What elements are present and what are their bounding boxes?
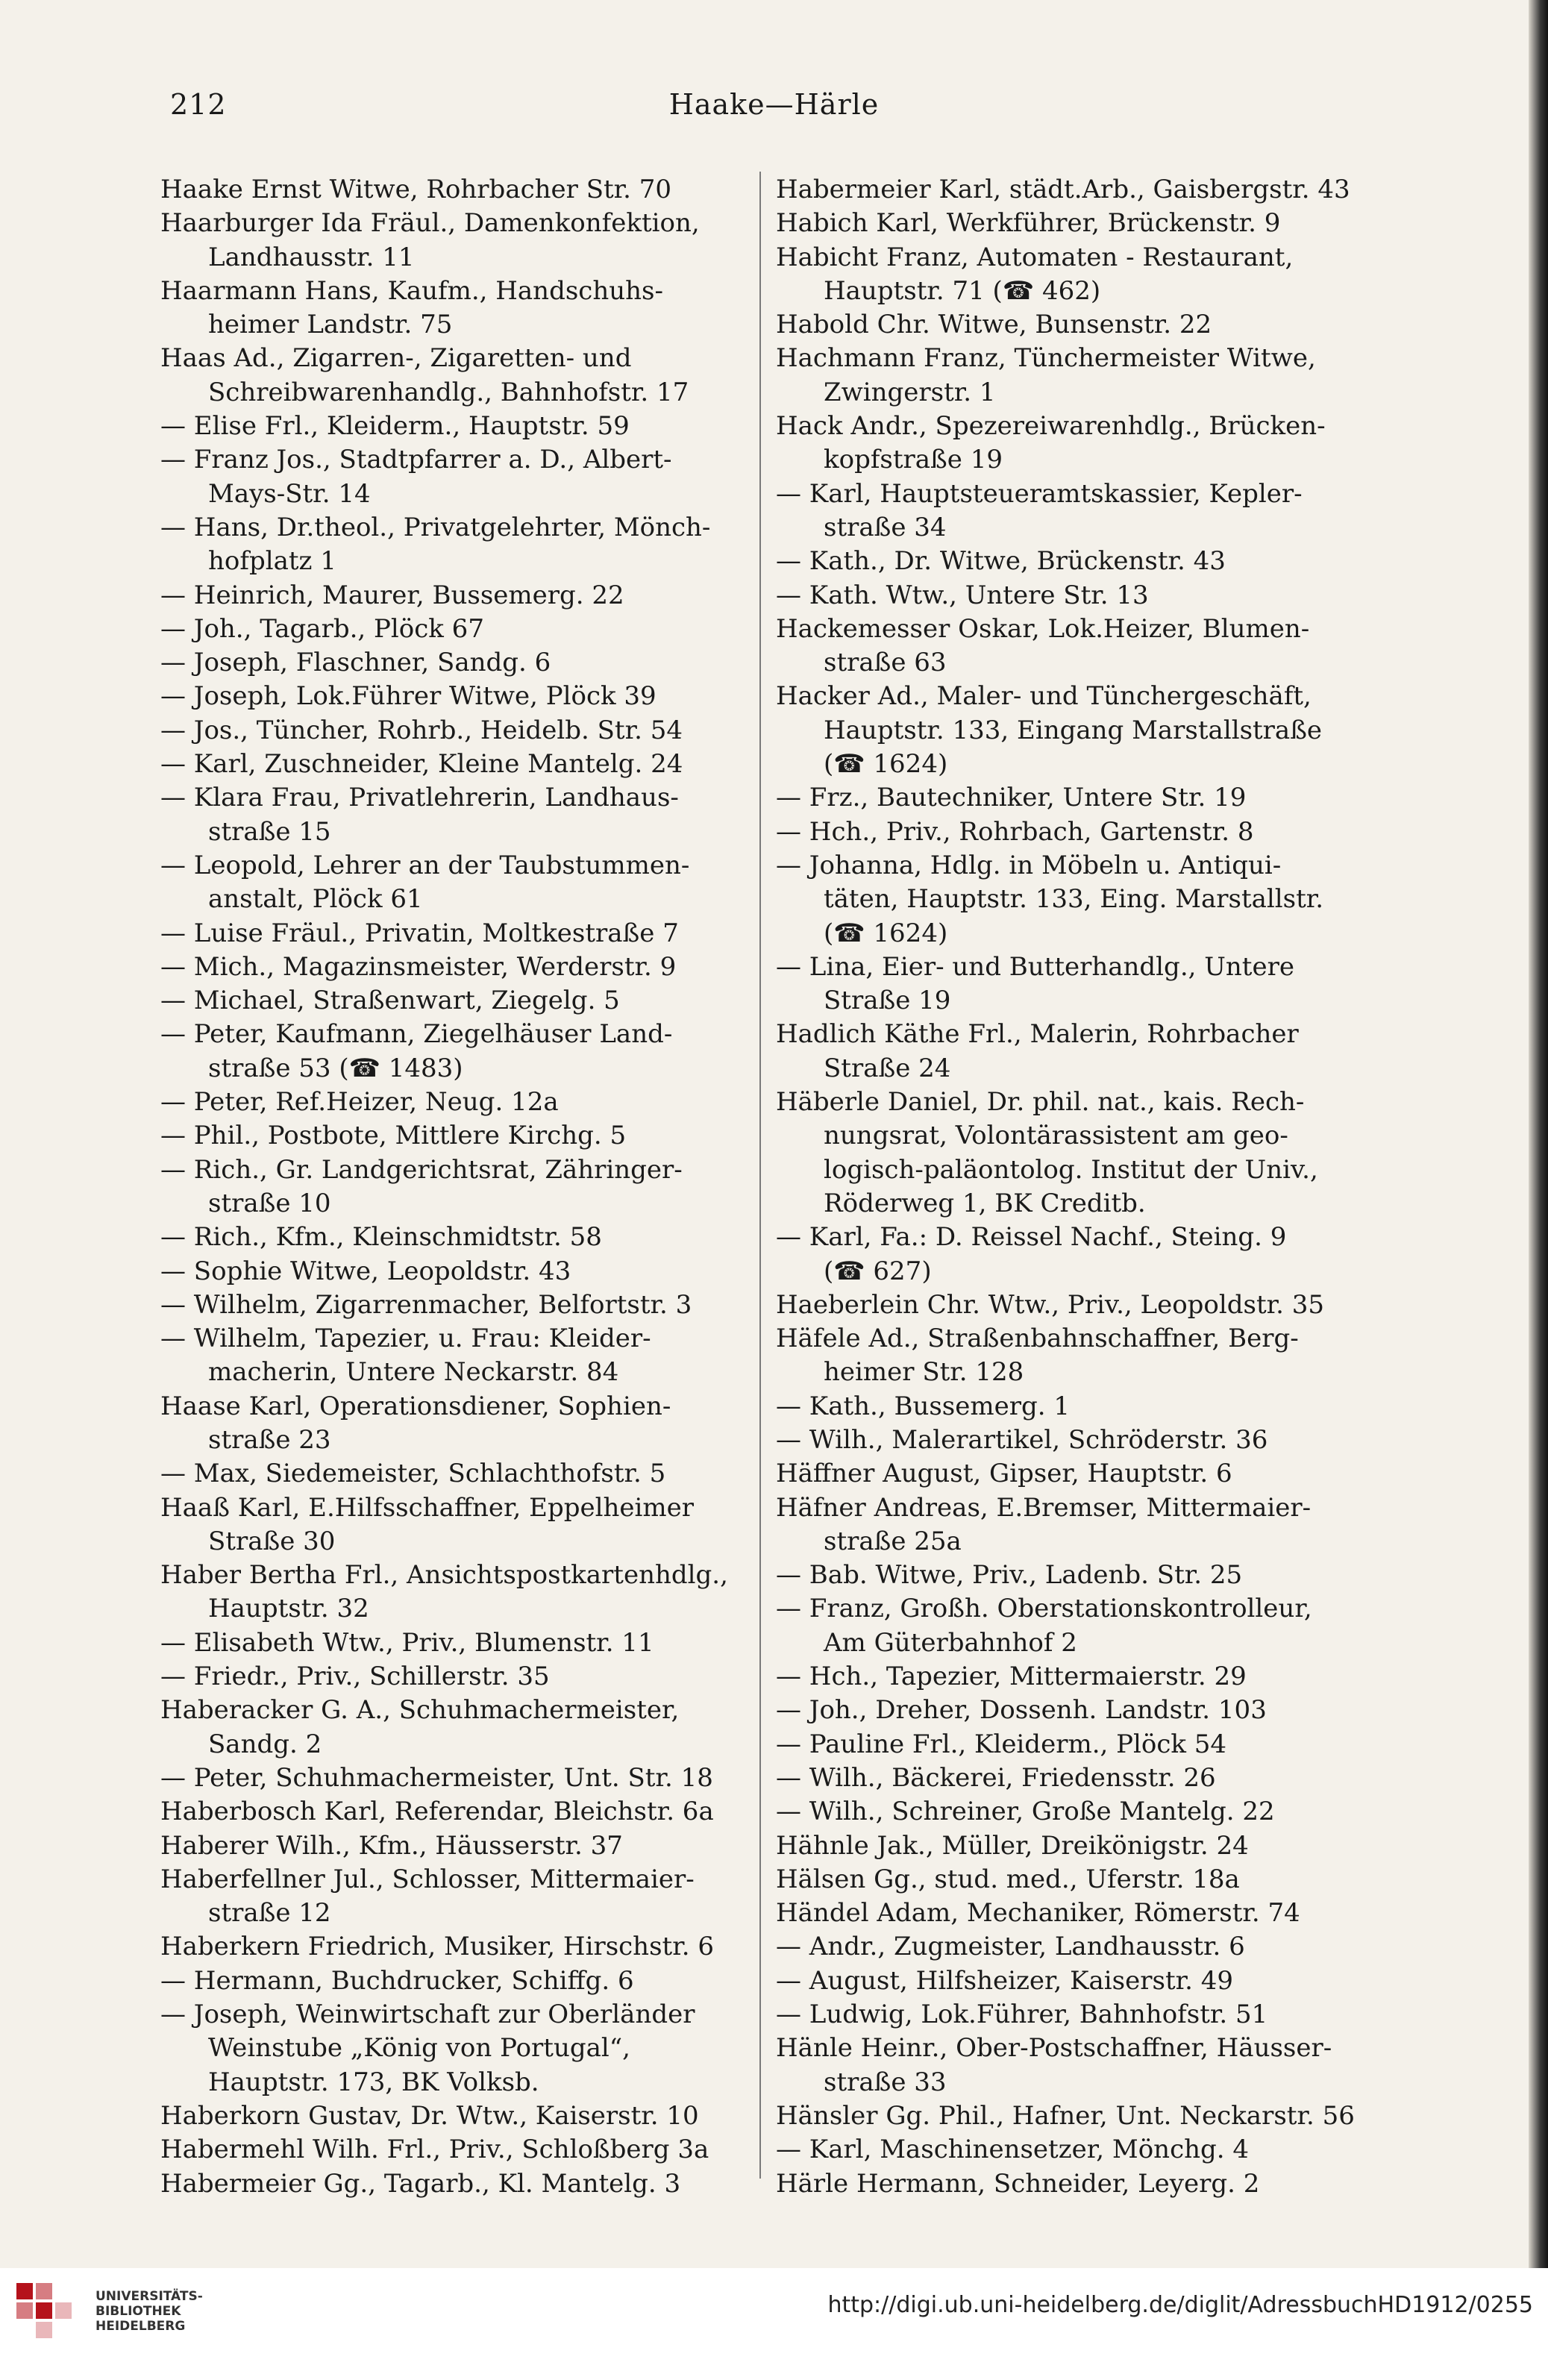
directory-entry: — Wilhelm, Tapezier, u. Frau: Kleider-	[160, 1324, 651, 1354]
directory-entry: Häfele Ad., Straßenbahnschaffner, Berg-	[776, 1324, 1299, 1354]
directory-entry: Häberle Daniel, Dr. phil. nat., kais. Rech-	[776, 1087, 1305, 1118]
column-divider	[759, 172, 761, 2179]
directory-entry-continuation: macherin, Untere Neckarstr. 84	[208, 1357, 619, 1388]
directory-entry: Haberkern Friedrich, Musiker, Hirschstr. 6	[160, 1932, 714, 1962]
directory-entry: — Pauline Frl., Kleiderm., Plöck 54	[776, 1729, 1227, 1759]
directory-entry: Häfner Andreas, E.Bremser, Mittermaier-	[776, 1492, 1312, 1523]
directory-entry-continuation: (☎ 1624)	[824, 918, 948, 948]
directory-entry-continuation: anstalt, Plöck 61	[208, 884, 423, 915]
directory-entry: Haberbosch Karl, Referendar, Bleichstr. 6a	[160, 1797, 714, 1827]
directory-entry: — Karl, Hauptsteueramtskassier, Kepler-	[776, 478, 1303, 509]
directory-entry: — Friedr., Priv., Schillerstr. 35	[160, 1662, 550, 1692]
library-name-line: HEIDELBERG	[95, 2319, 186, 2334]
directory-entry: — Leopold, Lehrer an der Taubstummen-	[160, 850, 690, 880]
directory-entry: Hänle Heinr., Ober-Postschaffner, Häusser-	[776, 2033, 1332, 2064]
directory-entry-continuation: Straße 19	[824, 986, 951, 1016]
right-column	[776, 173, 1358, 2201]
directory-entry: — Andr., Zugmeister, Landhausstr. 6	[776, 1932, 1245, 1962]
directory-entry: Hacker Ad., Maler- und Tünchergeschäft,	[776, 681, 1312, 712]
directory-entry-continuation: straße 33	[824, 2067, 947, 2097]
directory-entry-continuation: (☎ 1624)	[824, 749, 948, 780]
directory-entry-continuation: Röderweg 1, BK Creditb.	[824, 1188, 1146, 1218]
directory-entry: Habich Karl, Werkführer, Brückenstr. 9	[776, 208, 1281, 239]
directory-entry-continuation: straße 63	[824, 648, 947, 678]
directory-entry: — Karl, Zuschneider, Kleine Mantelg. 24	[160, 749, 683, 780]
directory-entry: — Rich., Kfm., Kleinschmidtstr. 58	[160, 1222, 602, 1253]
directory-entry: — Elisabeth Wtw., Priv., Blumenstr. 11	[160, 1627, 654, 1658]
library-name	[95, 2289, 203, 2334]
directory-entry: Habermeier Karl, städt.Arb., Gaisbergstr. 43	[776, 175, 1350, 204]
directory-entry-continuation: (☎ 627)	[824, 1256, 932, 1286]
directory-entry: — Michael, Straßenwart, Ziegelg. 5	[160, 986, 620, 1016]
directory-entry: — Peter, Ref.Heizer, Neug. 12a	[160, 1087, 559, 1118]
directory-entry: Haberkorn Gustav, Dr. Wtw., Kaiserstr. 10	[160, 2100, 699, 2131]
directory-entry: Hachmann Franz, Tünchermeister Witwe,	[776, 343, 1316, 374]
directory-entry: — Joseph, Flaschner, Sandg. 6	[160, 648, 551, 678]
running-head: Haake—Härle	[668, 88, 880, 121]
directory-entry: Haake Ernst Witwe, Rohrbacher Str. 70	[160, 175, 672, 204]
directory-entry: — Wilh., Bäckerei, Friedensstr. 26	[776, 1762, 1216, 1793]
directory-entry: — Wilhelm, Zigarrenmacher, Belfortstr. 3	[160, 1289, 692, 1320]
directory-entry: — Jos., Tüncher, Rohrb., Heidelb. Str. 54	[160, 715, 683, 745]
directory-entry-continuation: straße 10	[208, 1188, 331, 1218]
directory-entry-continuation: Straße 24	[824, 1053, 951, 1083]
directory-entry-continuation: nungsrat, Volontärassistent am geo-	[824, 1121, 1288, 1151]
directory-entry: Härle Hermann, Schneider, Leyerg. 2	[776, 2168, 1260, 2199]
directory-entry: Haberfellner Jul., Schlosser, Mittermaier-	[160, 1864, 695, 1894]
left-column	[160, 173, 742, 2201]
directory-entry: — Frz., Bautechniker, Untere Str. 19	[776, 783, 1247, 813]
directory-entry: Hänsler Gg. Phil., Hafner, Unt. Neckarstr. 56	[776, 2100, 1355, 2131]
page-edge-shadow	[1529, 0, 1548, 2268]
directory-entry: Haber Bertha Frl., Ansichtspostkartenhdlg.,	[160, 1560, 728, 1591]
footer-bar	[0, 2268, 1548, 2380]
directory-entry: — Max, Siedemeister, Schlachthofstr. 5	[160, 1459, 666, 1489]
directory-entry: Haaß Karl, E.Hilfsschaffner, Eppelheimer	[160, 1492, 694, 1523]
directory-entry: — Bab. Witwe, Priv., Ladenb. Str. 25	[776, 1560, 1243, 1591]
source-url-link[interactable]: http://digi.ub.uni-heidelberg.de/diglit/AdressbuchHD1912/0255	[827, 2292, 1533, 2318]
directory-entry: Haarmann Hans, Kaufm., Handschuhs-	[160, 275, 663, 306]
directory-entry: Haberer Wilh., Kfm., Häusserstr. 37	[160, 1830, 623, 1861]
directory-entry: Hadlich Käthe Frl., Malerin, Rohrbacher	[776, 1019, 1299, 1050]
directory-entry: — Franz, Großh. Oberstationskontrolleur,	[776, 1594, 1312, 1624]
directory-entry: — Johanna, Hdlg. in Möbeln u. Antiqui-	[776, 850, 1282, 880]
directory-entry: — Klara Frau, Privatlehrerin, Landhaus-	[160, 783, 679, 813]
directory-entry-continuation: kopfstraße 19	[824, 445, 1003, 475]
directory-entry: Haase Karl, Operationsdiener, Sophien-	[160, 1391, 671, 1421]
directory-entry: — Wilh., Schreiner, Große Mantelg. 22	[776, 1797, 1275, 1827]
directory-entry: Hähnle Jak., Müller, Dreikönigstr. 24	[776, 1830, 1249, 1861]
library-name-line: BIBLIOTHEK	[95, 2304, 181, 2319]
directory-entry: — Karl, Fa.: D. Reissel Nachf., Steing. 9	[776, 1222, 1287, 1253]
directory-entry: — Sophie Witwe, Leopoldstr. 43	[160, 1256, 571, 1286]
directory-entry: Händel Adam, Mechaniker, Römerstr. 74	[776, 1898, 1300, 1929]
directory-entry-continuation: straße 53 (☎ 1483)	[208, 1053, 463, 1083]
directory-entry-continuation: straße 23	[208, 1424, 331, 1455]
directory-entry: — Hermann, Buchdrucker, Schiffg. 6	[160, 1965, 634, 1996]
directory-entry-continuation: logisch-paläontolog. Institut der Univ.,	[824, 1154, 1318, 1185]
directory-entry: — Karl, Maschinensetzer, Mönchg. 4	[776, 2135, 1250, 2165]
directory-entry-continuation: Hauptstr. 32	[208, 1594, 369, 1624]
directory-entry-continuation: Am Güterbahnhof 2	[824, 1627, 1077, 1658]
directory-entry: — Peter, Kaufmann, Ziegelhäuser Land-	[160, 1019, 673, 1050]
directory-entry: — Rich., Gr. Landgerichtsrat, Zähringer-	[160, 1154, 683, 1185]
directory-entry: — Lina, Eier- und Butterhandlg., Untere	[776, 951, 1294, 982]
directory-entry: — Kath., Dr. Witwe, Brückenstr. 43	[776, 546, 1226, 577]
library-logo-icon	[10, 2276, 93, 2350]
directory-entry-continuation: Schreibwarenhandlg., Bahnhofstr. 17	[208, 377, 689, 407]
directory-entry: Hack Andr., Spezereiwarenhdlg., Brücken-	[776, 411, 1326, 442]
directory-entry: — Elise Frl., Kleiderm., Hauptstr. 59	[160, 411, 630, 442]
directory-entry-continuation: heimer Str. 128	[824, 1357, 1024, 1388]
directory-entry-continuation: Sandg. 2	[208, 1729, 322, 1759]
directory-entry: Haberacker G. A., Schuhmachermeister,	[160, 1695, 680, 1726]
directory-entry-continuation: heimer Landstr. 75	[208, 310, 453, 340]
directory-entry: Habermehl Wilh. Frl., Priv., Schloßberg 3a	[160, 2135, 709, 2165]
directory-entry-continuation: hofplatz 1	[208, 546, 336, 577]
directory-entry-continuation: straße 34	[824, 512, 947, 542]
directory-entry: Habermeier Gg., Tagarb., Kl. Mantelg. 3	[160, 2168, 681, 2199]
directory-entry-continuation: täten, Hauptstr. 133, Eing. Marstallstr.	[824, 884, 1324, 915]
directory-entry: — Franz Jos., Stadtpfarrer a. D., Albert-	[160, 445, 672, 475]
directory-entry: Häffner August, Gipser, Hauptstr. 6	[776, 1459, 1232, 1489]
directory-entry: — Joh., Dreher, Dossenh. Landstr. 103	[776, 1695, 1267, 1726]
directory-entry-continuation: straße 15	[208, 816, 331, 847]
directory-entry-continuation: Mays-Str. 14	[208, 478, 371, 509]
directory-entry-continuation: Zwingerstr. 1	[824, 377, 996, 407]
directory-entry: Haeberlein Chr. Wtw., Priv., Leopoldstr. 35	[776, 1289, 1325, 1320]
directory-entry: — Kath., Bussemerg. 1	[776, 1391, 1070, 1421]
directory-entry-continuation: Landhausstr. 11	[208, 242, 415, 272]
directory-entry-continuation: Hauptstr. 71 (☎ 462)	[824, 275, 1101, 306]
directory-entry: Hälsen Gg., stud. med., Uferstr. 18a	[776, 1864, 1240, 1894]
directory-entry: — Joseph, Weinwirtschaft zur Oberländer	[160, 1999, 695, 2030]
directory-entry-continuation: Weinstube „König von Portugal“,	[208, 2033, 630, 2064]
directory-entry: — Mich., Magazinsmeister, Werderstr. 9	[160, 951, 677, 982]
page-number: 212	[170, 88, 227, 121]
directory-entry: — Joseph, Lok.Führer Witwe, Plöck 39	[160, 681, 657, 712]
directory-entry: — August, Hilfsheizer, Kaiserstr. 49	[776, 1965, 1234, 1996]
library-name-line: UNIVERSITÄTS-	[95, 2289, 203, 2304]
directory-entry-continuation: Straße 30	[208, 1526, 336, 1556]
directory-entry: — Phil., Postbote, Mittlere Kirchg. 5	[160, 1121, 627, 1151]
directory-entry: — Peter, Schuhmachermeister, Unt. Str. 18	[160, 1762, 713, 1793]
directory-entry: — Joh., Tagarb., Plöck 67	[160, 613, 484, 644]
directory-entry-continuation: straße 12	[208, 1898, 331, 1929]
directory-entry: — Kath. Wtw., Untere Str. 13	[776, 580, 1149, 610]
directory-entry: — Hch., Priv., Rohrbach, Gartenstr. 8	[776, 816, 1254, 847]
directory-entry-continuation: Hauptstr. 173, BK Volksb.	[208, 2067, 539, 2097]
directory-entry: Haarburger Ida Fräul., Damenkonfektion,	[160, 208, 700, 239]
directory-entry: Habold Chr. Witwe, Bunsenstr. 22	[776, 310, 1212, 340]
directory-entry: — Luise Fräul., Privatin, Moltkestraße 7	[160, 918, 679, 948]
directory-entry: — Heinrich, Maurer, Bussemerg. 22	[160, 580, 624, 610]
directory-entry-continuation: straße 25a	[824, 1526, 962, 1556]
directory-entry: Hackemesser Oskar, Lok.Heizer, Blumen-	[776, 613, 1310, 644]
directory-entry: — Hans, Dr.theol., Privatgelehrter, Mönch-	[160, 512, 711, 542]
directory-entry: Haas Ad., Zigarren-, Zigaretten- und	[160, 343, 632, 374]
directory-entry-continuation: Hauptstr. 133, Eingang Marstallstraße	[824, 715, 1323, 745]
directory-entry: — Ludwig, Lok.Führer, Bahnhofstr. 51	[776, 1999, 1268, 2030]
directory-entry: — Wilh., Malerartikel, Schröderstr. 36	[776, 1424, 1268, 1455]
directory-entry: Habicht Franz, Automaten - Restaurant,	[776, 242, 1294, 272]
directory-entry: — Hch., Tapezier, Mittermaierstr. 29	[776, 1662, 1247, 1692]
